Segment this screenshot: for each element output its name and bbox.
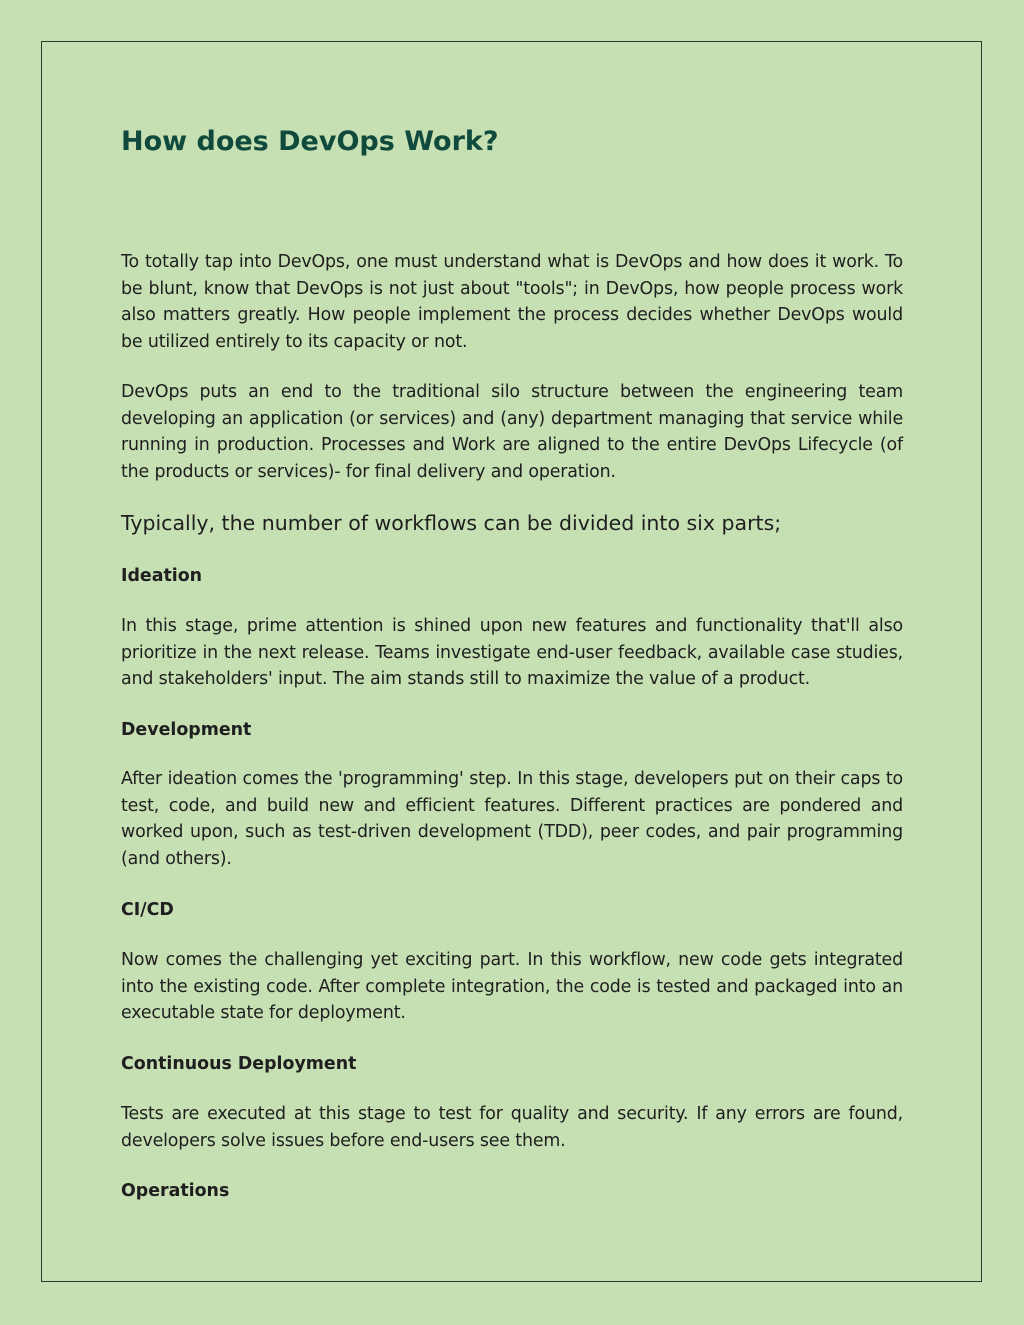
paragraph-intro-1: To totally tap into DevOps, one must understand what is DevOps and how does it work. To be blunt, know that DevOps is not just about "tools"; in DevOps, how people process work also matters greatly. How people implement the process decides whether DevOps would be utilized entirely to its capacity or not. [121,252,903,352]
document-title: How does DevOps Work? [121,126,499,157]
section-heading-continuous-deployment: Continuous Deployment [121,1054,357,1074]
section-heading-operations: Operations [121,1181,230,1201]
section-heading-development: Development [121,720,252,740]
workflow-intro: Typically, the number of workflows can be divided into six parts; [121,511,782,535]
section-body-continuous-deployment: Tests are executed at this stage to test for quality and security. If any errors are found, developers solve issues before end-users see them. [121,1104,903,1151]
section-body-development: After ideation comes the 'programming' step. In this stage, developers put on their caps to test, code, and build new and efficient features. Different practices are pondered and worked upon, such as test-driven development (TDD), peer codes, and pair programming (and others). [121,769,903,869]
section-body-cicd: Now comes the challenging yet exciting part. In this workflow, new code gets integrated into the existing code. After complete integration, the code is tested and packaged into an executable state for deployment. [121,950,903,1023]
paragraph-intro-2: DevOps puts an end to the traditional silo structure between the engineering team developing an application (or services) and (any) department managing that service while running in production. Processes and Work are aligned to the entire DevOps Lifecycle (of the products or services)- for final delivery and operation. [121,382,903,482]
section-heading-cicd: CI/CD [121,900,174,920]
section-body-ideation: In this stage, prime attention is shined upon new features and functionality that'll also prioritize in the next release. Teams investigate end-user feedback, available case studies, and stakeholders' input. The aim stands still to maximize the value of a product. [121,616,903,689]
section-heading-ideation: Ideation [121,566,203,586]
